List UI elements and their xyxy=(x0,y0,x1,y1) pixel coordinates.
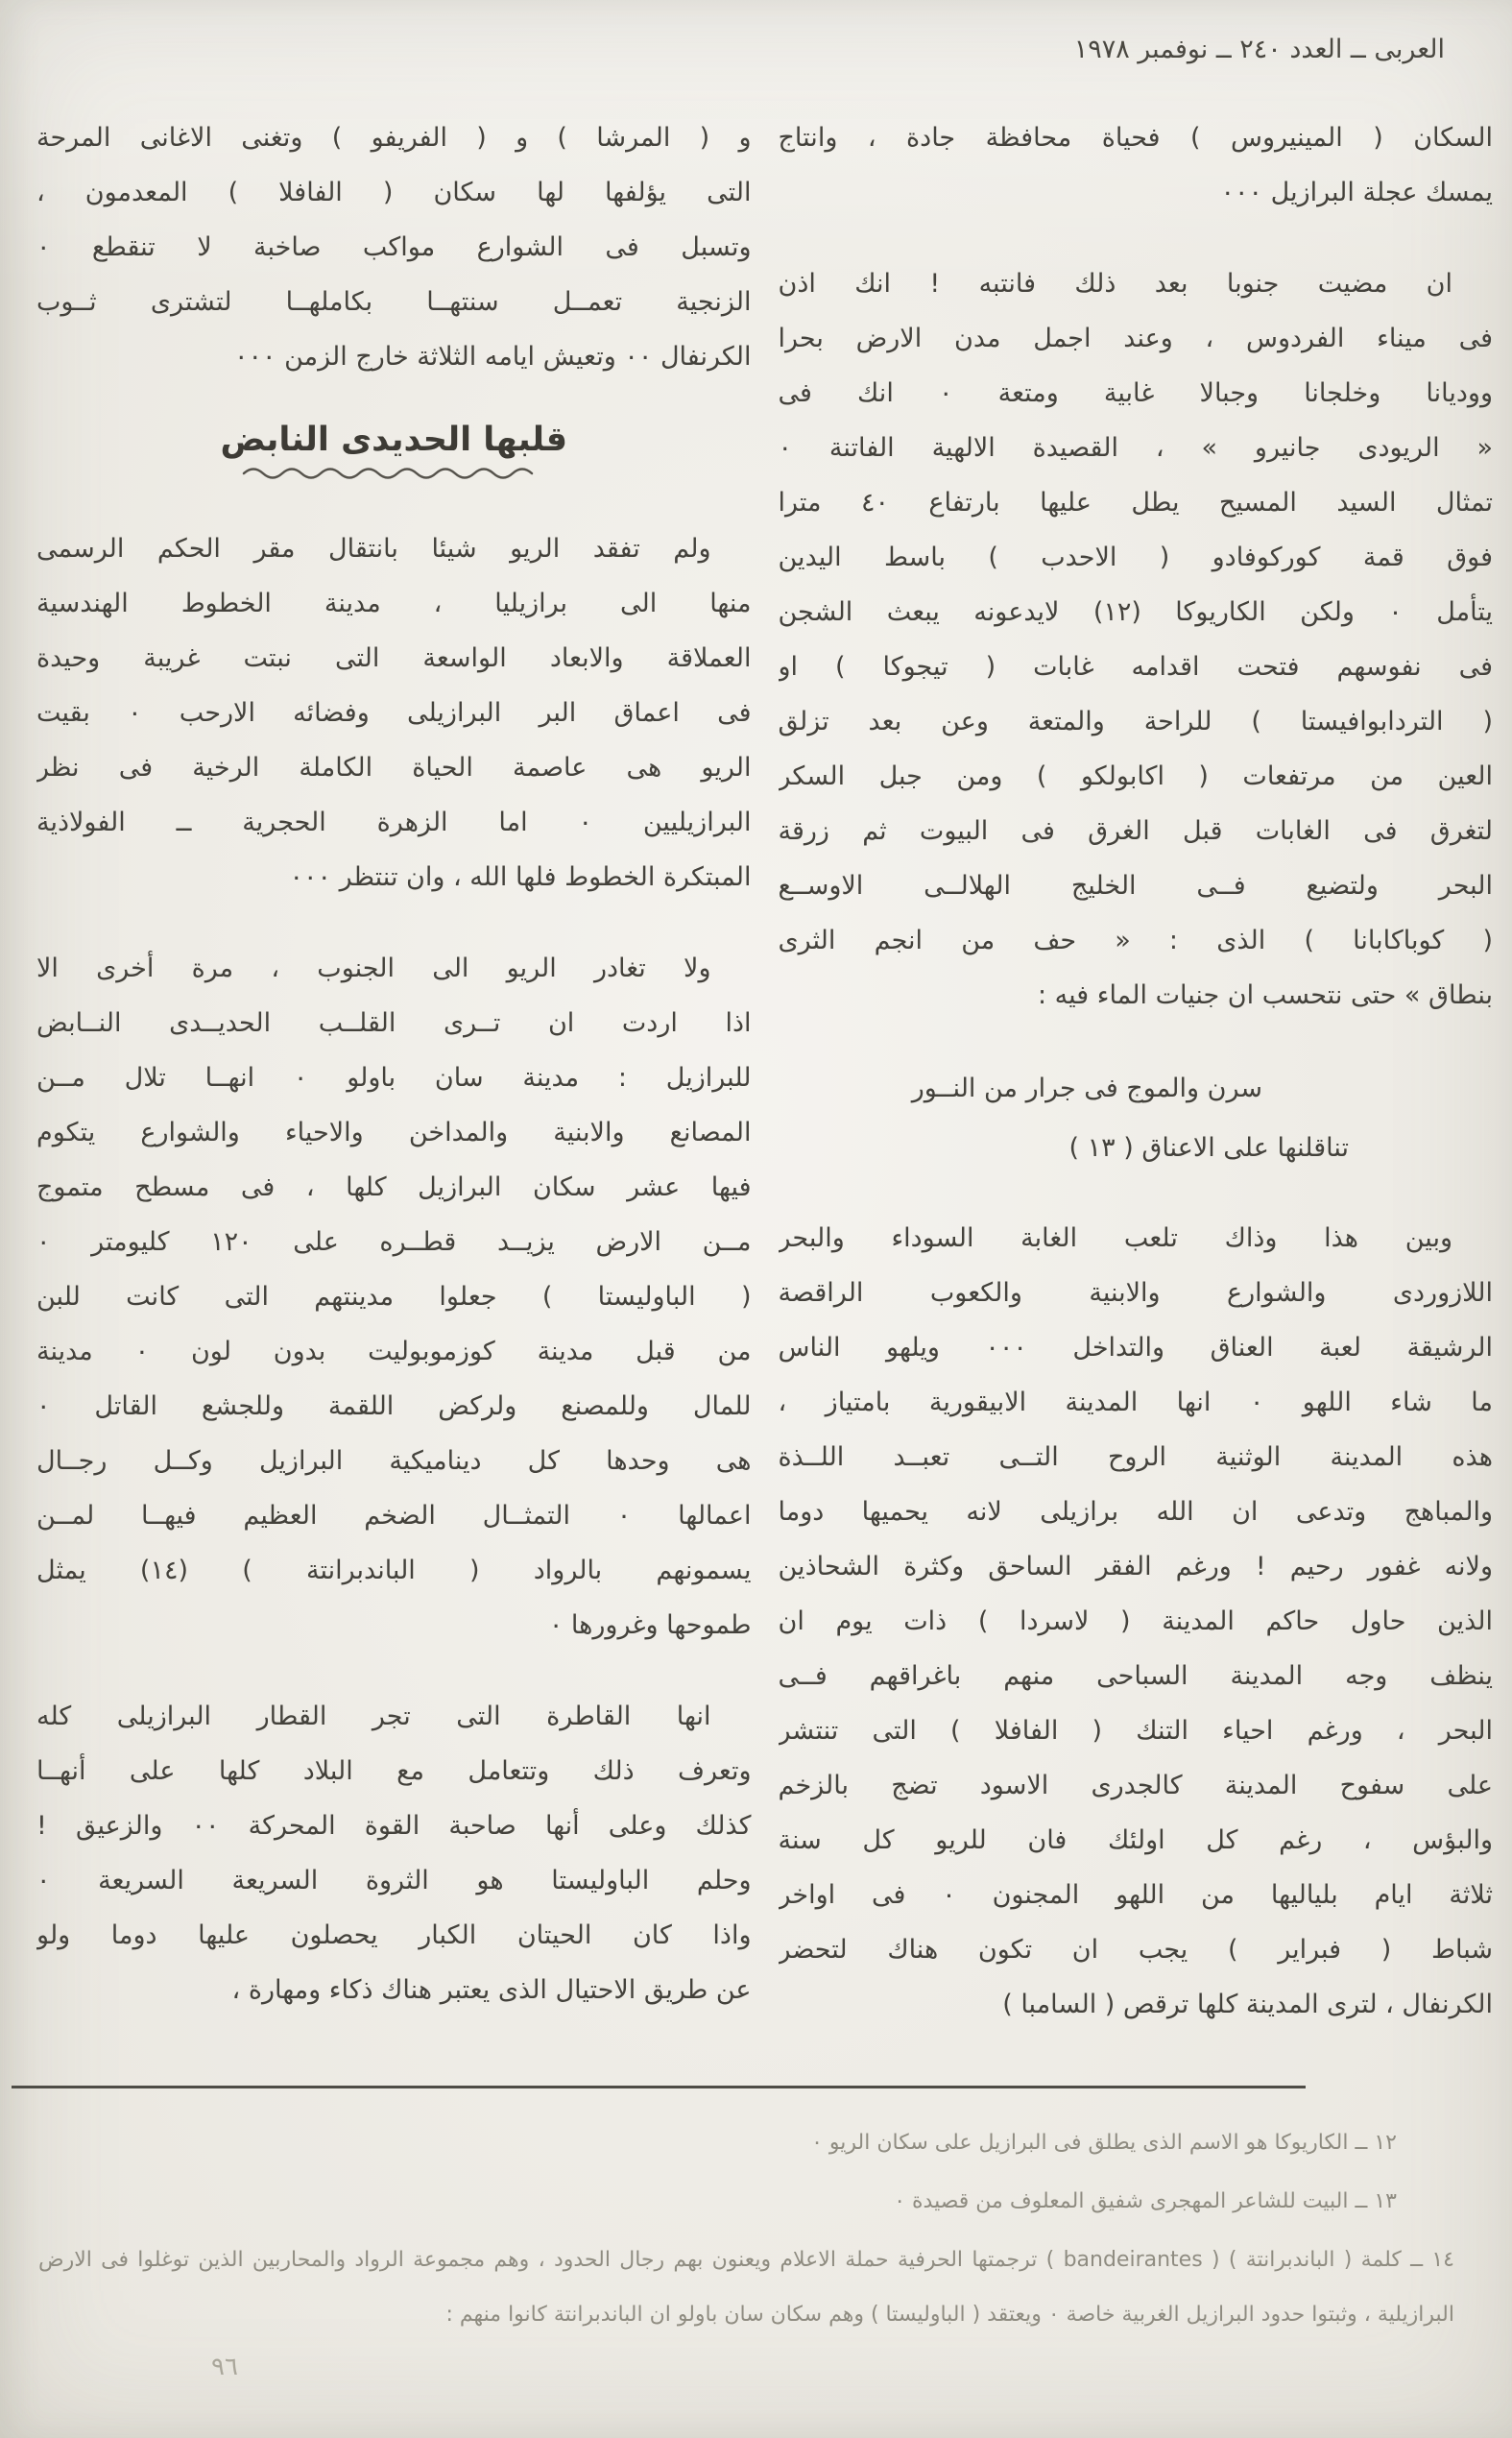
text-line: العملاقة والابعاد الواسعة التى نبتت غريبة وحيدة xyxy=(36,643,752,673)
verse-block xyxy=(779,1059,1494,1178)
text-line: الريو هى عاصمة الحياة الكاملة الرخية فى نظر xyxy=(36,753,752,783)
text-line: البرازيليين ٠ اما الزهرة الحجرية ــ الفولاذية xyxy=(36,808,752,837)
text-line: والمباهج وتدعى ان الله برازيلى لانه يحميها دوما xyxy=(778,1497,1493,1527)
text-line: اعمالها ٠ التمثــال الضخم العظيم فيهــا لمــن xyxy=(36,1501,752,1531)
text-line: كذلك وعلى أنها صاحبة القوة المحركة ٠٠ والزعيق ! xyxy=(36,1811,752,1841)
text-line: وتعرف ذلك وتتعامل مع البلاد كلها على أنهــا xyxy=(36,1756,752,1786)
text-line: ثلاثة ايام بلياليها من اللهو المجنون ٠ فى اواخر xyxy=(778,1880,1493,1910)
text-line: ان مضيت جنوبا بعد ذلك فانتبه ! انك اذن xyxy=(778,269,1452,299)
text-line: السكان ( المينيروس ) فحياة محافظة جادة ، وانتاج xyxy=(778,123,1493,153)
text-line: فوق قمة كوركوفادو ( الاحدب ) باسط اليدين xyxy=(778,543,1493,572)
text-line: فيها عشر سكان البرازيل كلها ، فى مسطح متموج xyxy=(36,1172,752,1202)
text-line: المصانع والابنية والمداخن والاحياء والشوارع يتكوم xyxy=(36,1118,752,1147)
text-line: اللازوردى والشوارع والابنية والكعوب الراقصة xyxy=(778,1278,1493,1308)
magazine-issue-header: العربى ــ العدد ٢٤٠ ــ نوفمبر ١٩٧٨ xyxy=(1073,35,1445,64)
text-line: عن طريق الاحتيال الذى يعتبر هناك ذكاء ومهارة ، xyxy=(231,1975,752,2005)
footnote: ١٢ ــ الكاريوكا هو الاسم الذى يطلق فى البرازيل على سكان الريو ٠ xyxy=(811,2131,1397,2155)
text-line: الرشيقة لعبة العناق والتداخل ٠٠٠ ويلهو الناس xyxy=(778,1333,1493,1363)
text-line: شباط ( فبراير ) يجب ان تكون هناك لتحضر xyxy=(778,1935,1493,1965)
text-line: التى يؤلفها لها سكان ( الفافلا ) المعدمون ، xyxy=(36,178,752,207)
text-line: اذا اردت ان تــرى القلــب الحديــدى النــابض xyxy=(36,1008,752,1038)
text-line: يتأمل ٠ ولكن الكاريوكا (١٢) لايدعونه يبعث الشجن xyxy=(778,597,1493,627)
article-body xyxy=(0,110,1512,2068)
text-line: وبين هذا وذاك تلعب الغابة السوداء والبحر xyxy=(778,1223,1452,1253)
text-line: للبرازيل : مدينة سان باولو ٠ انهــا تلال مــن xyxy=(36,1063,752,1093)
text-line: وتسبل فى الشوارع مواكب صاخبة لا تنقطع ٠ xyxy=(36,232,752,262)
text-line: من قبل مدينة كوزموبوليت بدون لون ٠ مدينة xyxy=(36,1337,752,1366)
text-line: للمال وللمصنع ولركض اللقمة وللجشع القاتل ٠ xyxy=(36,1391,752,1421)
footnote: ١٣ ــ البيت للشاعر المهجرى شفيق المعلوف من قصيدة ٠ xyxy=(894,2189,1397,2213)
text-line: يسمونهم بالرواد ( الباندبرانتة ) (١٤) يمثل xyxy=(36,1556,752,1585)
right-column xyxy=(779,110,1494,2068)
paragraph xyxy=(36,110,752,384)
paragraph xyxy=(36,521,752,905)
text-line: واذا كان الحيتان الكبار يحصلون عليها دوما ولو xyxy=(36,1920,752,1950)
text-line: فى نفوسهم فتحت اقدامه غابات ( تيجوكا ) او xyxy=(778,652,1493,682)
left-column xyxy=(36,110,752,2054)
text-line: ينظف وجه المدينة السباحى منهم باغراقهم فــى xyxy=(778,1661,1493,1691)
text-line: ( الباوليستا ) جعلوا مدينتهم التى كانت للبن xyxy=(36,1282,752,1312)
text-line: « الريودى جانيرو » ، القصيدة الالهية الفاتنة ٠ xyxy=(778,433,1493,463)
article-heading xyxy=(36,421,752,483)
text-line: ولا تغادر الريو الى الجنوب ، مرة أخرى الا xyxy=(36,953,711,983)
paragraph xyxy=(779,1211,1494,2032)
text-line: البحر ولتضيع فــى الخليج الهلالــى الاوســع xyxy=(778,871,1493,901)
text-line: طموحها وغرورها ٠ xyxy=(548,1610,752,1640)
text-line: هذه المدينة الوثنية الروح التــى تعبــد اللــذة xyxy=(778,1442,1493,1472)
text-line: انها القاطرة التى تجر القطار البرازيلى كله xyxy=(36,1702,711,1731)
text-line: لتغرق فى الغابات قبل الغرق فى البيوت ثم زرقة xyxy=(778,816,1493,846)
paragraph xyxy=(779,110,1494,220)
text-line: فى ميناء الفردوس ، وعند اجمل مدن الارض بحرا xyxy=(778,324,1493,353)
text-line: تمثال السيد المسيح يطل عليها بارتفاع ٤٠ مترا xyxy=(778,488,1493,518)
text-line: ( التردابوافيستا ) للراحة والمتعة وعن بعد تزلق xyxy=(778,707,1493,736)
text-line: وحلم الباوليستا هو الثروة السريعة السريعة ٠ xyxy=(36,1866,752,1895)
text-line: الكرنفال ، لترى المدينة كلها ترقص ( السامبا ) xyxy=(1002,1990,1493,2019)
heading-text: قلبها الحديدى النابض xyxy=(220,421,568,459)
text-line: يمسك عجلة البرازيل ٠٠٠ xyxy=(1220,178,1493,207)
text-line: ( كوباكابانا ) الذى : « حف من انجم الثرى xyxy=(778,926,1493,955)
text-line: ووديانا وخلجانا وجبالا غابية ومتعة ٠ انك فى xyxy=(778,378,1493,408)
text-line: تناقلنها على الاعناق ( ١٣ ) xyxy=(1068,1133,1349,1163)
footnote: ١٤ ــ كلمة ( الباندبرانتة ) ( bandeirantes ) ترجمتها الحرفية حملة الاعلام ويعنون بهم رجال الحدود ، وهم مجموعة الرواد والمحاربين الذين توغلوا فى الارض البرازيلية ، وثبتوا حدود البرازيل الغربية خاصة ٠ ويعتقد ( الباوليستا ) وهم سكان سان باولو ان الباندبرانتة كانوا منهم : xyxy=(38,2248,1454,2327)
text-line: البحر ، ورغم احياء التنك ( الفافلا ) التى تنتشر xyxy=(778,1716,1493,1746)
text-line: ما شاء اللهو ٠ انها المدينة الابيقورية بامتياز ، xyxy=(778,1388,1493,1417)
text-line: المبتكرة الخطوط فلها الله ، وان تنتظر ٠٠٠ xyxy=(289,862,752,892)
text-line: الكرنفال ٠٠ وتعيش ايامه الثلاثة خارج الزمن ٠٠٠ xyxy=(234,342,752,372)
paragraph xyxy=(36,1689,752,2017)
text-line: مــن الارض يزيــد قطــره على ١٢٠ كليومتر ٠ xyxy=(36,1227,752,1257)
text-line: فى اعماق البر البرازيلى وفضائه الارحب ٠ بقيت xyxy=(36,698,752,728)
text-line: منها الى برازيليا ، مدينة الخطوط الهندسية xyxy=(36,589,752,618)
text-line: هى وحدها كل ديناميكية البرازيل وكــل رجــال xyxy=(36,1446,752,1476)
text-line: ولم تفقد الريو شيئا بانتقال مقر الحكم الرسمى xyxy=(36,534,711,564)
paragraph xyxy=(36,941,752,1653)
page-number: ٩٦ xyxy=(211,2353,238,2381)
text-line: والبؤس ، رغم كل اولئك فان للريو كل سنة xyxy=(778,1825,1493,1855)
text-line: سرن والموج فى جرار من النــور xyxy=(911,1074,1262,1103)
text-line: الذين حاول حاكم المدينة ( لاسردا ) ذات يوم ان xyxy=(778,1606,1493,1636)
text-line: و ( المرشا ) و ( الفريفو ) وتغنى الاغانى المرحة xyxy=(36,123,752,153)
text-line: بنطاق » حتى نتحسب ان جنيات الماء فيه : xyxy=(1037,980,1493,1010)
text-line: الزنجية تعمــل سنتهــا بكاملهــا لتشترى ثــوب xyxy=(36,287,752,317)
wavy-underline-icon xyxy=(240,466,547,479)
text-line: العين من مرتفعات ( اكابولكو ) ومن جبل السكر xyxy=(778,761,1493,791)
text-line: على سفوح المدينة كالجدرى الاسود تضج بالزخم xyxy=(778,1771,1493,1800)
paragraph xyxy=(779,256,1494,1023)
footnotes-section xyxy=(0,2088,1512,2342)
text-line: ولانه غفور رحيم ! ورغم الفقر الساحق وكثرة الشحاذين xyxy=(778,1552,1493,1581)
